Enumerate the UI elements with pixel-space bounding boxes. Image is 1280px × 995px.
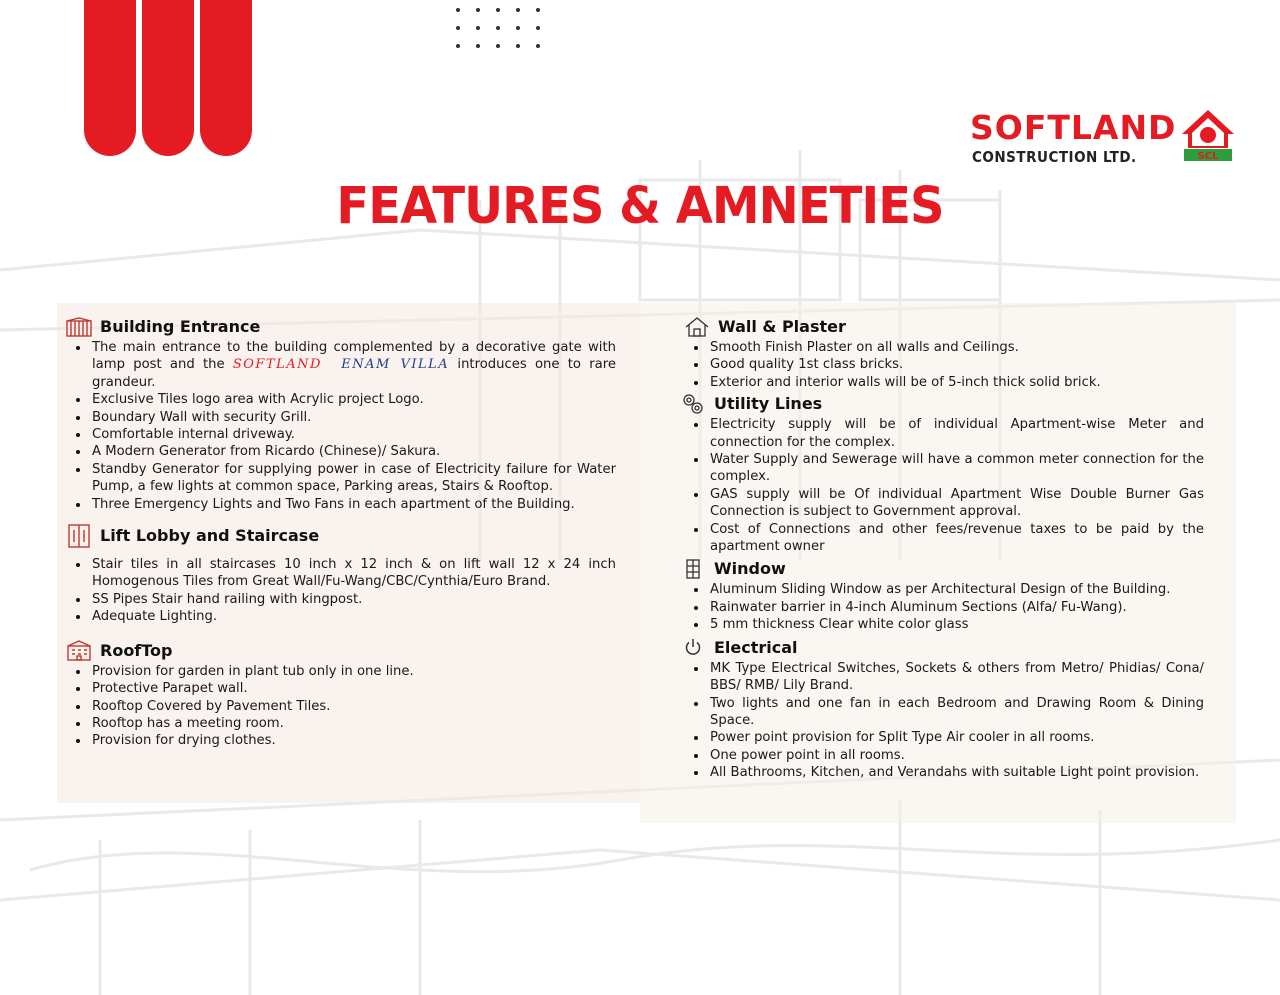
bullet-list	[66, 556, 616, 626]
list-item: MK Type Electrical Switches, Sockets & others from Metro/ Phidias/ Cona/ BBS/ RMB/ Lily Brand.	[710, 660, 1204, 694]
list-item: Exterior and interior walls will be of 5-inch thick solid brick.	[710, 374, 1204, 391]
list-item: Stair tiles in all staircases 10 inch x 12 inch & on lift wall 12 x 24 inch Homogenous Tiles from Great Wall/Fu-Wang/CBC/Cynthia/Euro Brand.	[92, 557, 616, 590]
list-item: Power point provision for Split Type Air cooler in all rooms.	[710, 729, 1204, 746]
list-item: Provision for drying clothes.	[92, 732, 616, 749]
house-icon	[684, 315, 710, 339]
section-title: Electrical	[714, 637, 798, 657]
section-building-entrance	[66, 314, 616, 513]
list-item: Smooth Finish Plaster on all walls and Ceilings.	[710, 339, 1204, 356]
list-item: A Modern Generator from Ricardo (Chinese)/ Sakura.	[92, 443, 616, 460]
list-item: Rooftop Covered by Pavement Tiles.	[92, 698, 616, 715]
left-column	[66, 314, 616, 750]
section-title: Utility Lines	[714, 394, 823, 414]
section-title: Lift Lobby and Staircase	[100, 526, 320, 546]
section-utility-lines	[684, 391, 1204, 555]
list-item: Water Supply and Sewerage will have a common meter connection for the complex.	[710, 452, 1204, 485]
brand-villa-text: ENAM VILLA	[341, 357, 450, 373]
utility-gears-icon	[680, 392, 706, 416]
bullet-list	[66, 339, 616, 513]
list-item: SS Pipes Stair hand railing with kingpost.	[92, 591, 616, 608]
list-item: Adequate Lighting.	[92, 608, 616, 625]
section-title: Building Entrance	[100, 317, 261, 336]
list-item: Rainwater barrier in 4-inch Aluminum Sections (Alfa/ Fu-Wang).	[710, 599, 1204, 616]
bullet-list	[684, 339, 1204, 391]
list-item: Three Emergency Lights and Two Fans in each apartment of the Building.	[92, 496, 616, 513]
section-rooftop	[66, 638, 616, 750]
list-item: Aluminum Sliding Window as per Architectural Design of the Building.	[710, 581, 1204, 598]
bullet-list	[684, 416, 1204, 555]
page-title: FEATURES & AMNETIES	[336, 176, 944, 236]
list-item: Standby Generator for supplying power in case of Electricity failure for Water Pump, a few lights at common space, Parking areas, Stairs & Rooftop.	[92, 461, 616, 495]
section-title: Window	[714, 559, 786, 579]
list-item: Provision for garden in plant tub only in one line.	[92, 663, 616, 680]
list-item: Good quality 1st class bricks.	[710, 356, 1204, 373]
gate-icon	[66, 315, 92, 339]
list-item: GAS supply will be Of individual Apartment Wise Double Burner Gas Connection is subject to Government approval.	[710, 486, 1204, 520]
building-icon	[66, 638, 92, 662]
section-title: Wall & Plaster	[718, 317, 846, 336]
elevator-icon	[66, 524, 92, 548]
logo-subtitle: CONSTRUCTION LTD.	[972, 148, 1137, 166]
list-item: Protective Parapet wall.	[92, 680, 616, 697]
window-icon	[680, 557, 706, 581]
list-item: Rooftop has a meeting room.	[92, 715, 616, 732]
power-icon	[680, 635, 706, 659]
list-item: Cost of Connections and other fees/revenue taxes to be paid by the apartment owner	[710, 521, 1204, 555]
section-wall-plaster	[684, 314, 1204, 391]
list-item: Exclusive Tiles logo area with Acrylic project Logo.	[92, 391, 616, 408]
bullet-list	[684, 660, 1204, 782]
list-item: Comfortable internal driveway.	[92, 426, 616, 443]
section-title: RoofTop	[100, 640, 173, 660]
brand-softland-text: SOFTLAND	[232, 357, 322, 373]
list-item: One power point in all rooms.	[710, 747, 1204, 764]
logo-badge-text: SCL	[1197, 151, 1219, 162]
list-item: All Bathrooms, Kitchen, and Verandahs with suitable Light point provision.	[710, 764, 1204, 781]
bullet-list	[66, 663, 616, 750]
right-column	[684, 314, 1204, 782]
logo-name: SOFTLAND	[970, 108, 1177, 147]
list-item: Boundary Wall with security Grill.	[92, 409, 616, 426]
list-item: Electricity supply will be of individual Apartment-wise Meter and connection for the complex.	[710, 417, 1204, 450]
house-logo-icon	[1180, 108, 1236, 164]
section-window	[684, 556, 1204, 633]
section-lift-lobby	[66, 523, 616, 626]
section-electrical	[684, 635, 1204, 782]
bullet-list	[684, 581, 1204, 633]
list-item: Two lights and one fan in each Bedroom and Drawing Room & Dining Space.	[710, 695, 1204, 728]
list-item: The main entrance to the building complemented by a decorative gate with lamp post and the SOFTLAND ENAM VILLA introduces one to rare grandeur.	[92, 340, 616, 390]
list-item: 5 mm thickness Clear white color glass	[710, 616, 1204, 633]
